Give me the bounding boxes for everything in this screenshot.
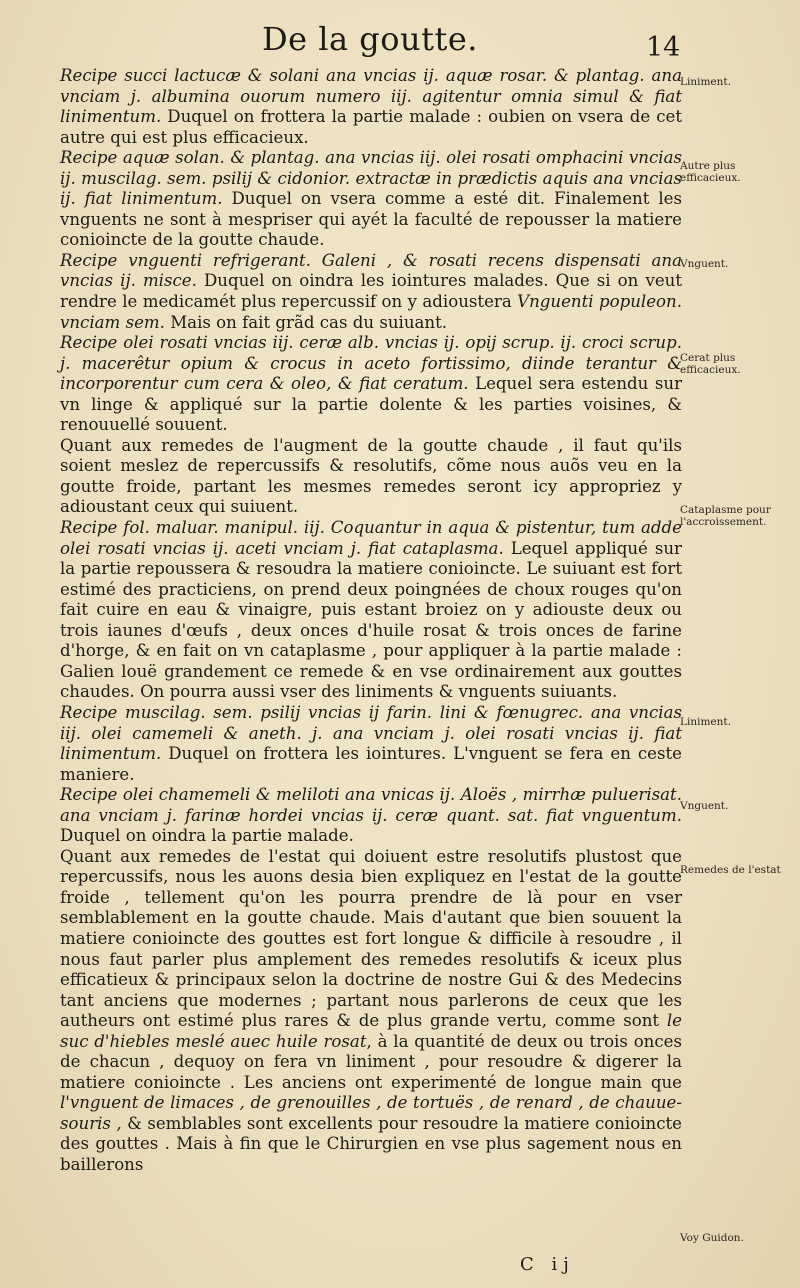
prose-text: Duquel on oindra les iointures malades. Que si on veut rendre le medicamét plus repercussif on y adioustera — [60, 271, 682, 312]
prose-text: Quant aux remedes de l'estat qui doiuent estre resolutifs plustost que repercussifs, nous les auons desia bien expliquez en l'estat de la goutte froide , tellement qu'on les pourra prendre de là pour en vser semblablement en la goutte chaude. Mais d'autant que bien souuent la matiere conioincte des gouttes est fort longue & difficile à resoudre , il nous faut parler plus amplement des remedes resolutifs & iceux plus efficatieux & principaux selon la doctrine de nostre Gui & des Medecins tant anciens que modernes ; partant nous parlerons de ceux que les autheurs ont estimé plus rares & de plus grande vertu, comme sont — [60, 846, 682, 1031]
paragraph-recipe-liniment — [60, 66, 682, 148]
folio-number: 14 — [646, 32, 681, 63]
prose-text: Duquel on frottera les iointures. L'vnguent se fera en ceste maniere. — [60, 744, 682, 784]
margin-note-vnguent: Vnguent. — [680, 258, 729, 270]
paragraph-recipe-cataplasme — [60, 518, 682, 703]
recipe-text: Recipe olei chamemeli & meliloti ana vnicas ij. Aloës , mirrhæ puluerisat. ana vnciam j. farinæ hordei vncias ij. ceræ quant. sat. fiat vnguentum. — [60, 785, 682, 825]
recipe-text: Recipe vnguenti refrigerant. Galeni , & rosati recens dispensati ana vncias ij. misce. — [60, 250, 682, 291]
signature-mark: C ij — [520, 1254, 575, 1275]
margin-note-cerat: Cerat plus efficacieux. — [680, 352, 741, 376]
recipe-text: Recipe fol. maluar. manipul. iij. Coquantur in aqua & pistentur, tum adde olei rosati vncias ij. aceti vnciam j. fiat cataplasma. — [60, 518, 682, 558]
paragraph-augment — [60, 436, 682, 518]
prose-text: , à la quantité de deux ou trois onces de chacun , dequoy on fera vn liniment , pour resoudre & digerer la matiere conioincte . Les anciens ont experimenté de longue main que — [60, 1031, 682, 1092]
italic-phrase: l'vnguent de limaces , de grenouilles , de tortuës , de renard , de chauue-souris , — [60, 1093, 682, 1133]
recipe-text: Recipe succi lactucæ & solani ana vncias ij. aquæ rosar. & plantag. ana vnciam j. albumina ouorum numero iij. agitentur omnia simul & fiat linimentum. — [60, 66, 682, 127]
margin-note-voy-guidon: Voy Guidon. — [680, 1232, 744, 1244]
running-title: De la goutte. — [262, 20, 478, 58]
prose-text: Duquel on vsera comme a esté dit. Finalement les vnguents ne sont à mespriser qui ayét la faculté de repousser la matiere conioincte de la goutte chaude. — [60, 189, 683, 250]
prose-text: Quant aux remedes de l'augment de la goutte chaude , il faut qu'ils soient meslez de repercussifs & resolutifs, cõme nous auõs veu en la goutte froide, partant les mesmes remedes seront icy appropriez y adioustant ceux qui suiuent. — [60, 435, 682, 517]
main-text-column — [60, 66, 682, 1176]
prose-text: Lequel sera estendu sur vn linge & appliqué sur la partie dolente & les parties voisines, & renouuellé souuent. — [60, 374, 682, 435]
margin-note-liniment: Liniment. — [680, 76, 731, 88]
paragraph-recipe-liniment-2 — [60, 703, 682, 785]
prose-text: Duquel on frottera la partie malade : oubien on vsera de cet autre qui est plus efficacieux. — [60, 107, 682, 147]
prose-text: Duquel on oindra la partie malade. — [60, 826, 354, 846]
page-header — [0, 18, 800, 68]
paragraph-recipe-autre — [60, 148, 682, 251]
recipe-text: Recipe aquæ solan. & plantag. ana vncias iij. olei rosati omphacini vncias ij. muscilag. sem. psilij & cidonior. extractæ in prædictis aquis ana vncias ij. fiat linimentum. — [60, 148, 682, 209]
margin-note-cataplasme: Cataplasme pour l'accroissement. — [680, 504, 771, 528]
margin-note-remedes: Remedes de l'estat — [680, 864, 781, 876]
italic-phrase: le suc d'hiebles meslé auec huile rosat — [60, 1011, 682, 1051]
recipe-inline: Vnguenti populeon. vnciam sem. — [60, 292, 682, 332]
recipe-text: Recipe muscilag. sem. psilij vncias ij farin. lini & fœnugrec. ana vncias iij. olei camemeli & aneth. j. ana vnciam j. olei rosati vncias ij. fiat linimentum. — [60, 702, 682, 764]
prose-text: & semblables sont excellents pour resoudre la matiere conioincte des gouttes . Mais à fin que le Chirurgien en vse plus sagement nous en baillerons — [60, 1113, 682, 1174]
margin-note-autre: Autre plus efficacieux. — [680, 160, 741, 184]
paragraph-recipe-cerat — [60, 333, 682, 436]
paragraph-recipe-vnguent-2 — [60, 785, 682, 847]
prose-text: Lequel appliqué sur la partie repoussera & resoudra la matiere conioincte. Le suiuant est fort estimé des practiciens, on prend deux poingnées de choux rouges qu'on fait cuire en eau & vinaigre, puis estant broiez on y adiouste deux ou trois iaunes d'œufs , deux onces d'huile rosat & trois onces de farine d'horge, & en fait on vn cataplasme , pour appliquer à la partie malade : Galien louë grandement ce remede & en vse ordinairement aux gouttes chaudes. On pourra aussi vser des liniments & vnguents suiuants. — [60, 538, 682, 702]
margin-note-liniment-2: Liniment. — [680, 716, 731, 728]
prose-text: Mais on fait grãd cas du suiuant. — [164, 312, 448, 332]
paragraph-recipe-vnguent — [60, 251, 682, 333]
margin-note-vnguent-2: Vnguent. — [680, 800, 729, 812]
paragraph-estat — [60, 847, 682, 1176]
recipe-text: Recipe olei rosati vncias iij. ceræ alb. vncias ij. opij scrup. ij. croci scrup. j. macerêtur opium & crocus in aceto fortissimo, diinde terantur & incorporentur cum cera & oleo, & fiat ceratum. — [60, 333, 682, 394]
